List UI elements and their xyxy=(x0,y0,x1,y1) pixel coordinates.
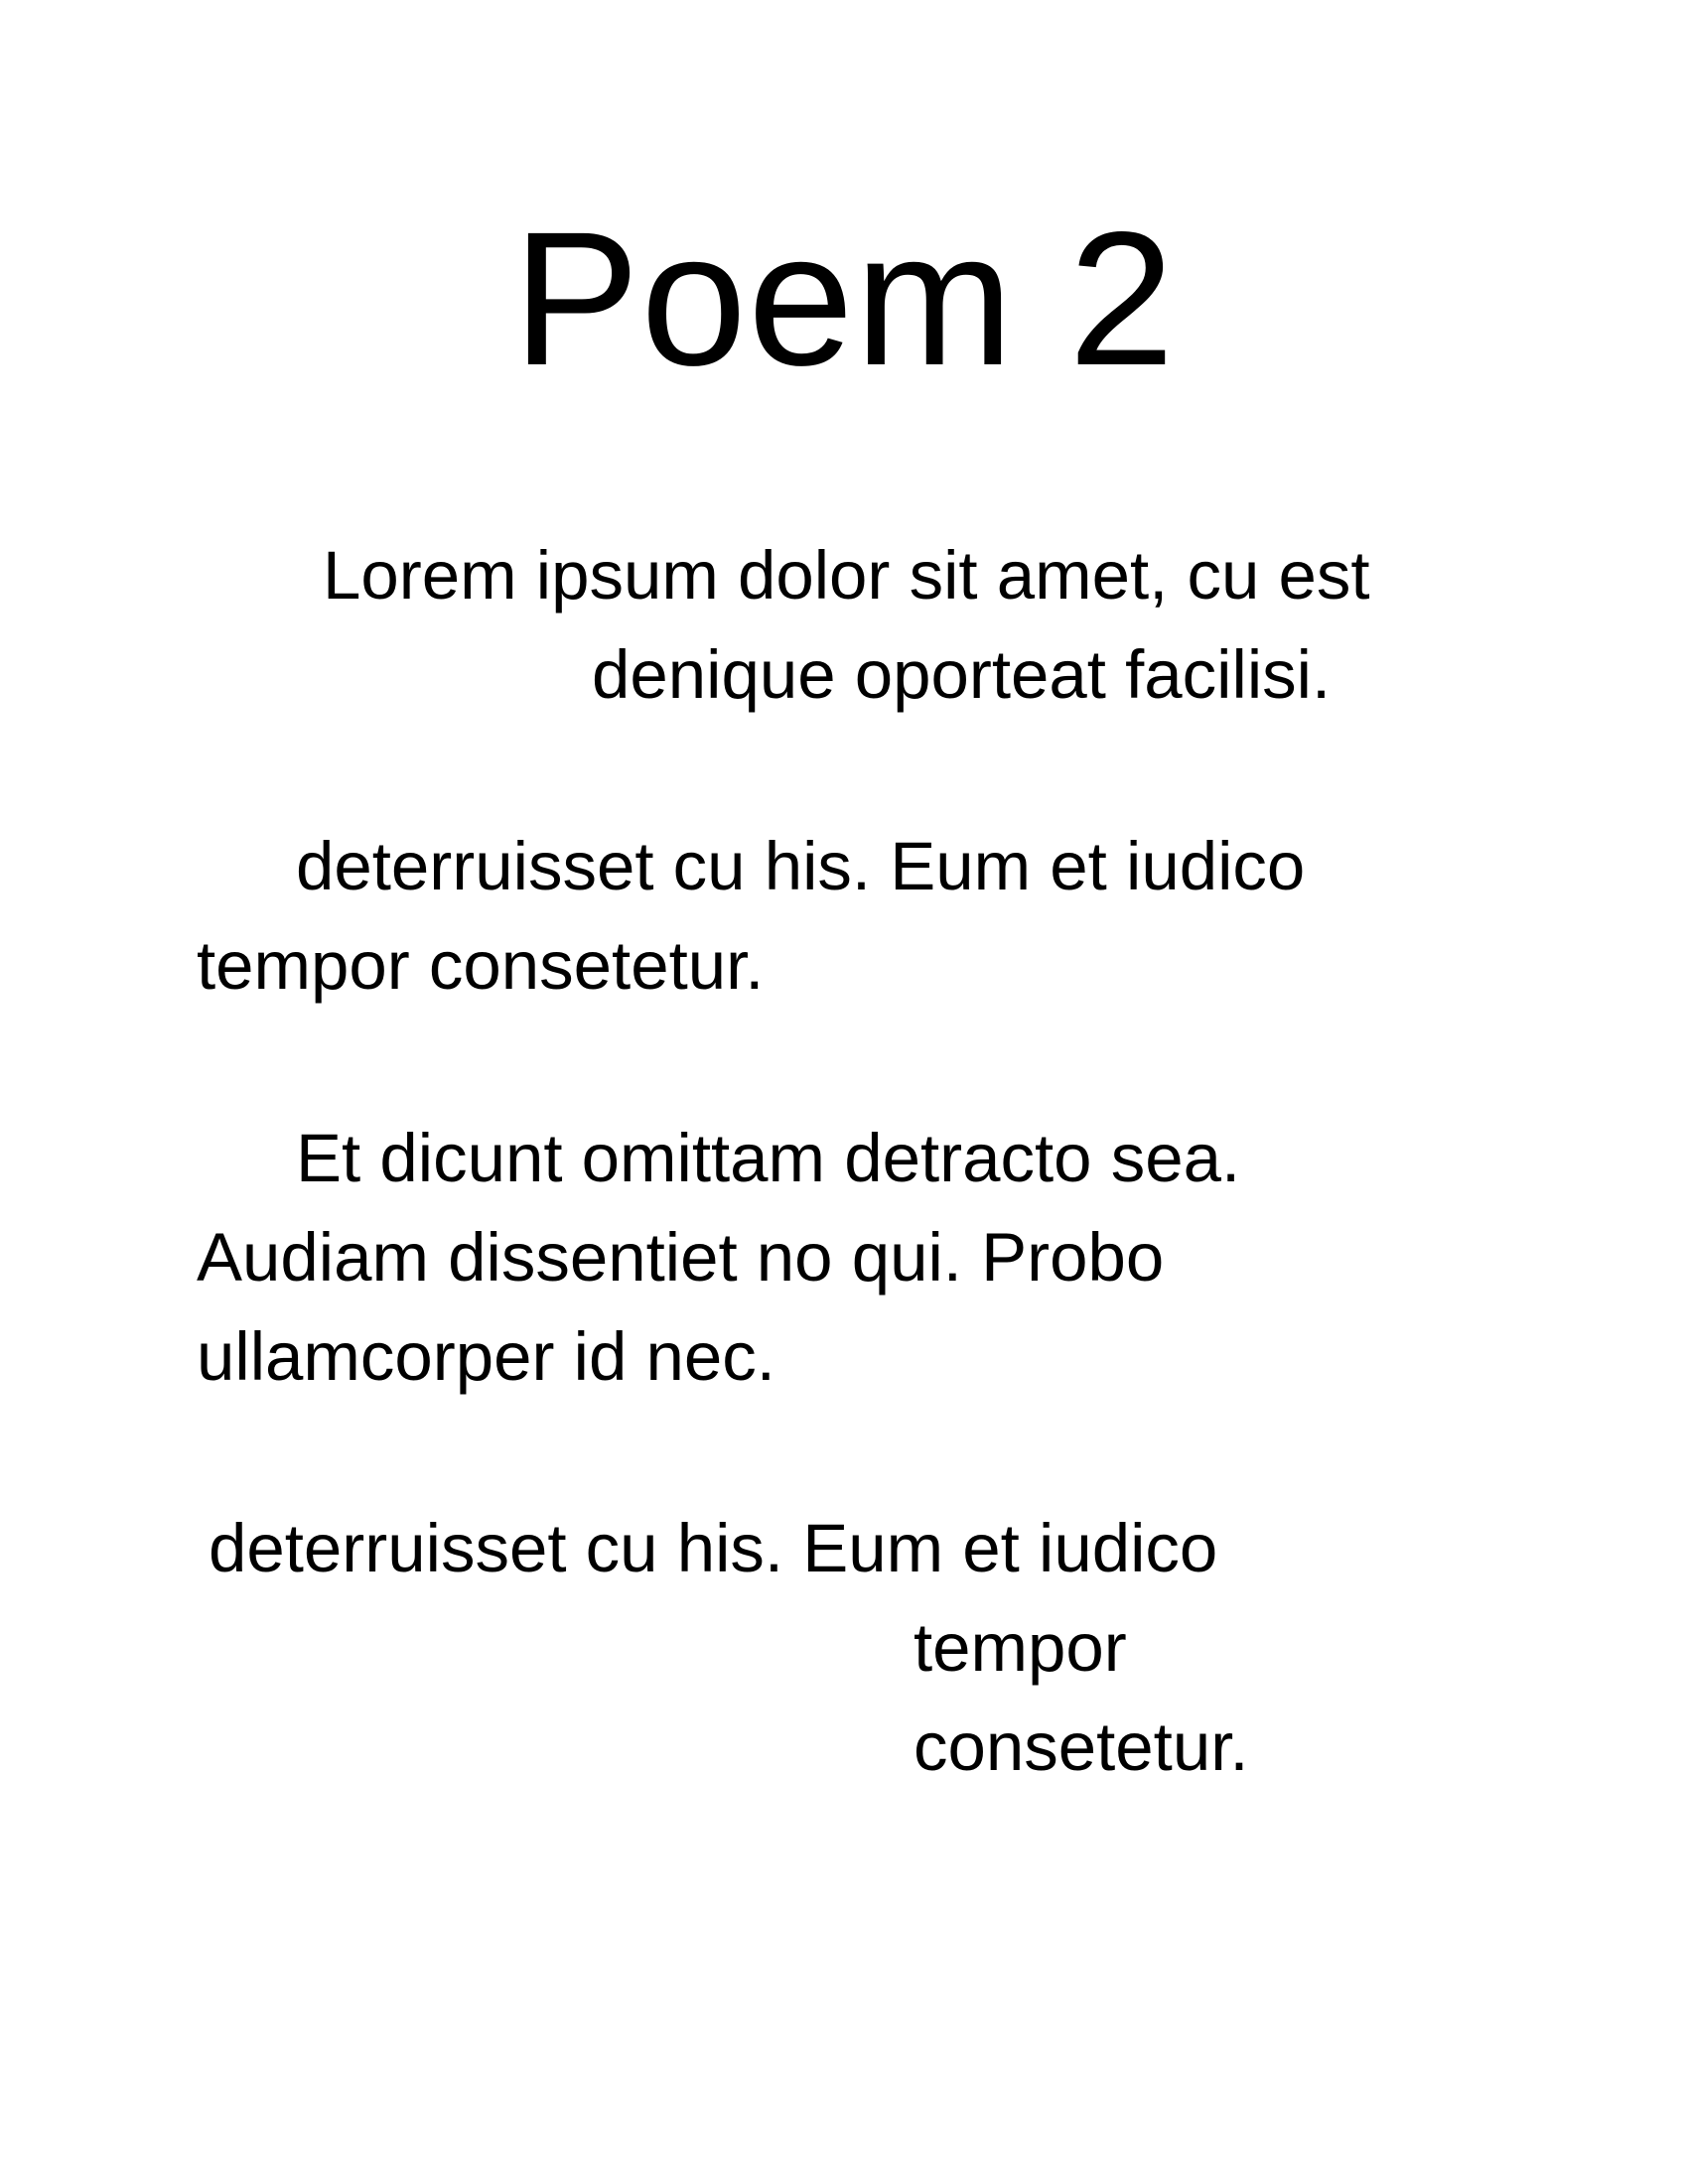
stanza-3-line-2: Audiam dissentiet no qui. Probo xyxy=(197,1219,1165,1296)
stanza-2-line-1: deterruisset cu his. Eum et iudico xyxy=(296,828,1306,904)
poem-title: Poem 2 xyxy=(512,192,1176,405)
stanza-4-line-2: tempor xyxy=(914,1609,1127,1686)
stanza-3-line-3: ullamcorper id nec. xyxy=(197,1318,775,1395)
stanza-1-line-1: Lorem ipsum dolor sit amet, cu est xyxy=(323,537,1370,614)
stanza-4-line-1: deterruisset cu his. Eum et iudico xyxy=(209,1510,1218,1586)
stanza-2-line-2: tempor consetetur. xyxy=(197,927,765,1004)
stanza-3-line-1: Et dicunt omittam detracto sea. xyxy=(296,1120,1241,1196)
stanza-4-line-3: consetetur. xyxy=(914,1708,1249,1785)
stanza-1-line-2: denique oporteat facilisi. xyxy=(592,636,1332,713)
